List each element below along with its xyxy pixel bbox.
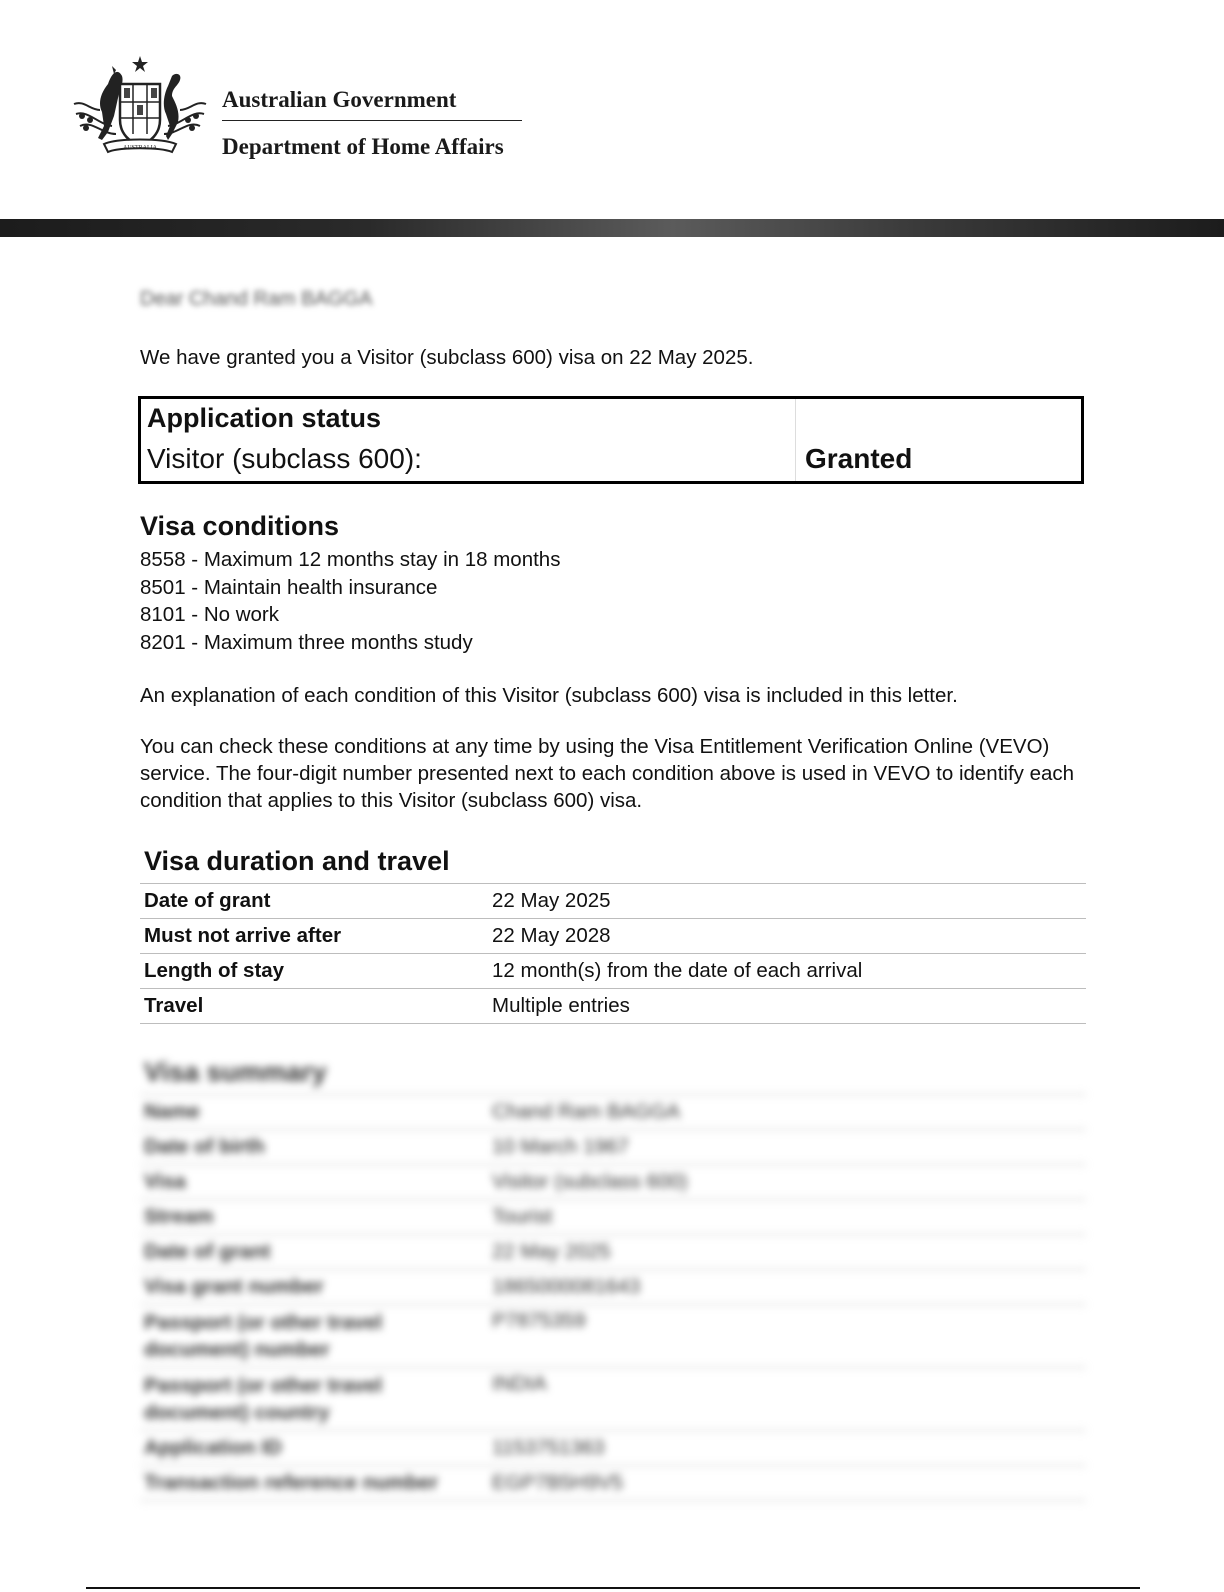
application-status-value: Granted (805, 443, 913, 474)
row-label: Passport (or other travel document) number (140, 1305, 488, 1368)
row-value: Multiple entries (488, 989, 1086, 1024)
table-row (140, 1235, 1086, 1270)
visa-conditions-list (140, 546, 1086, 656)
row-label: Travel (140, 989, 488, 1024)
conditions-explanation: An explanation of each condition of this Visitor (subclass 600) visa is included in this letter. (140, 684, 958, 707)
condition-item: 8101 - No work (140, 603, 280, 626)
visa-conditions-section (140, 510, 1086, 814)
table-row (140, 919, 1086, 954)
table-row (140, 1270, 1086, 1305)
row-value: Visitor (subclass 600) (488, 1165, 1086, 1200)
row-value: 1153751363 (488, 1431, 1086, 1466)
grant-statement: We have granted you a Visitor (subclass 600) visa on 22 May 2025. (140, 346, 754, 369)
status-divider (795, 399, 796, 481)
table-row (140, 884, 1086, 919)
row-value: Chand Ram BAGGA (488, 1095, 1086, 1130)
row-label: Application ID (140, 1431, 488, 1466)
salutation: Dear Chand Ram BAGGA (140, 288, 373, 310)
row-label: Name (140, 1095, 488, 1130)
duration-travel-table (140, 883, 1086, 1024)
row-label: Date of birth (140, 1130, 488, 1165)
coat-of-arms-icon (68, 54, 210, 162)
svg-text:AUSTRALIA: AUSTRALIA (123, 145, 157, 151)
table-row (140, 954, 1086, 989)
row-label: Date of grant (140, 1235, 488, 1270)
row-value: Tourist (488, 1200, 1086, 1235)
application-status-title: Application status (147, 403, 382, 433)
visa-summary-section (140, 1056, 1086, 1501)
footer-rule (86, 1587, 1140, 1589)
row-value: 1865000081643 (488, 1270, 1086, 1305)
department-name: Department of Home Affairs (222, 134, 504, 159)
header-band (0, 219, 1224, 237)
table-row (140, 1431, 1086, 1466)
row-value: 22 May 2028 (488, 919, 1086, 954)
row-value: 10 March 1967 (488, 1130, 1086, 1165)
application-status-box (138, 396, 1084, 484)
row-value: INDIA (488, 1368, 1086, 1431)
row-value: EGP7B5H9V5 (488, 1466, 1086, 1501)
vevo-note: You can check these conditions at any time by using the Visa Entitlement Verification Online (VEVO) service. The four-digit number presented next to each condition above is used in VEVO to identify each condition that applies to this Visitor (subclass 600) visa. (140, 735, 1075, 812)
condition-item: 8501 - Maintain health insurance (140, 575, 438, 599)
condition-item: 8201 - Maximum three months study (140, 630, 473, 654)
table-row (140, 1095, 1086, 1130)
visa-summary-table (140, 1094, 1086, 1501)
row-label: Date of grant (140, 884, 488, 919)
table-row (140, 1305, 1086, 1368)
row-label: Transaction reference number (140, 1466, 488, 1501)
visa-summary-title: Visa summary (144, 1057, 327, 1087)
condition-item: 8558 - Maximum 12 months stay in 18 months (140, 548, 561, 571)
row-label: Passport (or other travel document) country (140, 1368, 488, 1431)
row-value: P7875359 (488, 1305, 1086, 1368)
duration-travel-title: Visa duration and travel (144, 846, 450, 876)
row-label: Visa grant number (140, 1270, 488, 1305)
row-value: 22 May 2025 (488, 884, 1086, 919)
row-label: Length of stay (140, 954, 488, 989)
row-label: Stream (140, 1200, 488, 1235)
letter-header (68, 54, 538, 164)
table-row (140, 989, 1086, 1024)
table-row (140, 1466, 1086, 1501)
visa-conditions-title: Visa conditions (140, 511, 340, 541)
table-row (140, 1130, 1086, 1165)
duration-travel-section (140, 845, 1086, 1024)
letter-body (140, 288, 1086, 371)
row-label: Must not arrive after (140, 919, 488, 954)
table-row (140, 1368, 1086, 1431)
row-label: Visa (140, 1165, 488, 1200)
row-value: 22 May 2025 (488, 1235, 1086, 1270)
row-value: 12 month(s) from the date of each arrival (488, 954, 1086, 989)
application-status-visa: Visitor (subclass 600): (147, 443, 422, 474)
table-row (140, 1200, 1086, 1235)
government-name: Australian Government (222, 86, 522, 121)
table-row (140, 1165, 1086, 1200)
